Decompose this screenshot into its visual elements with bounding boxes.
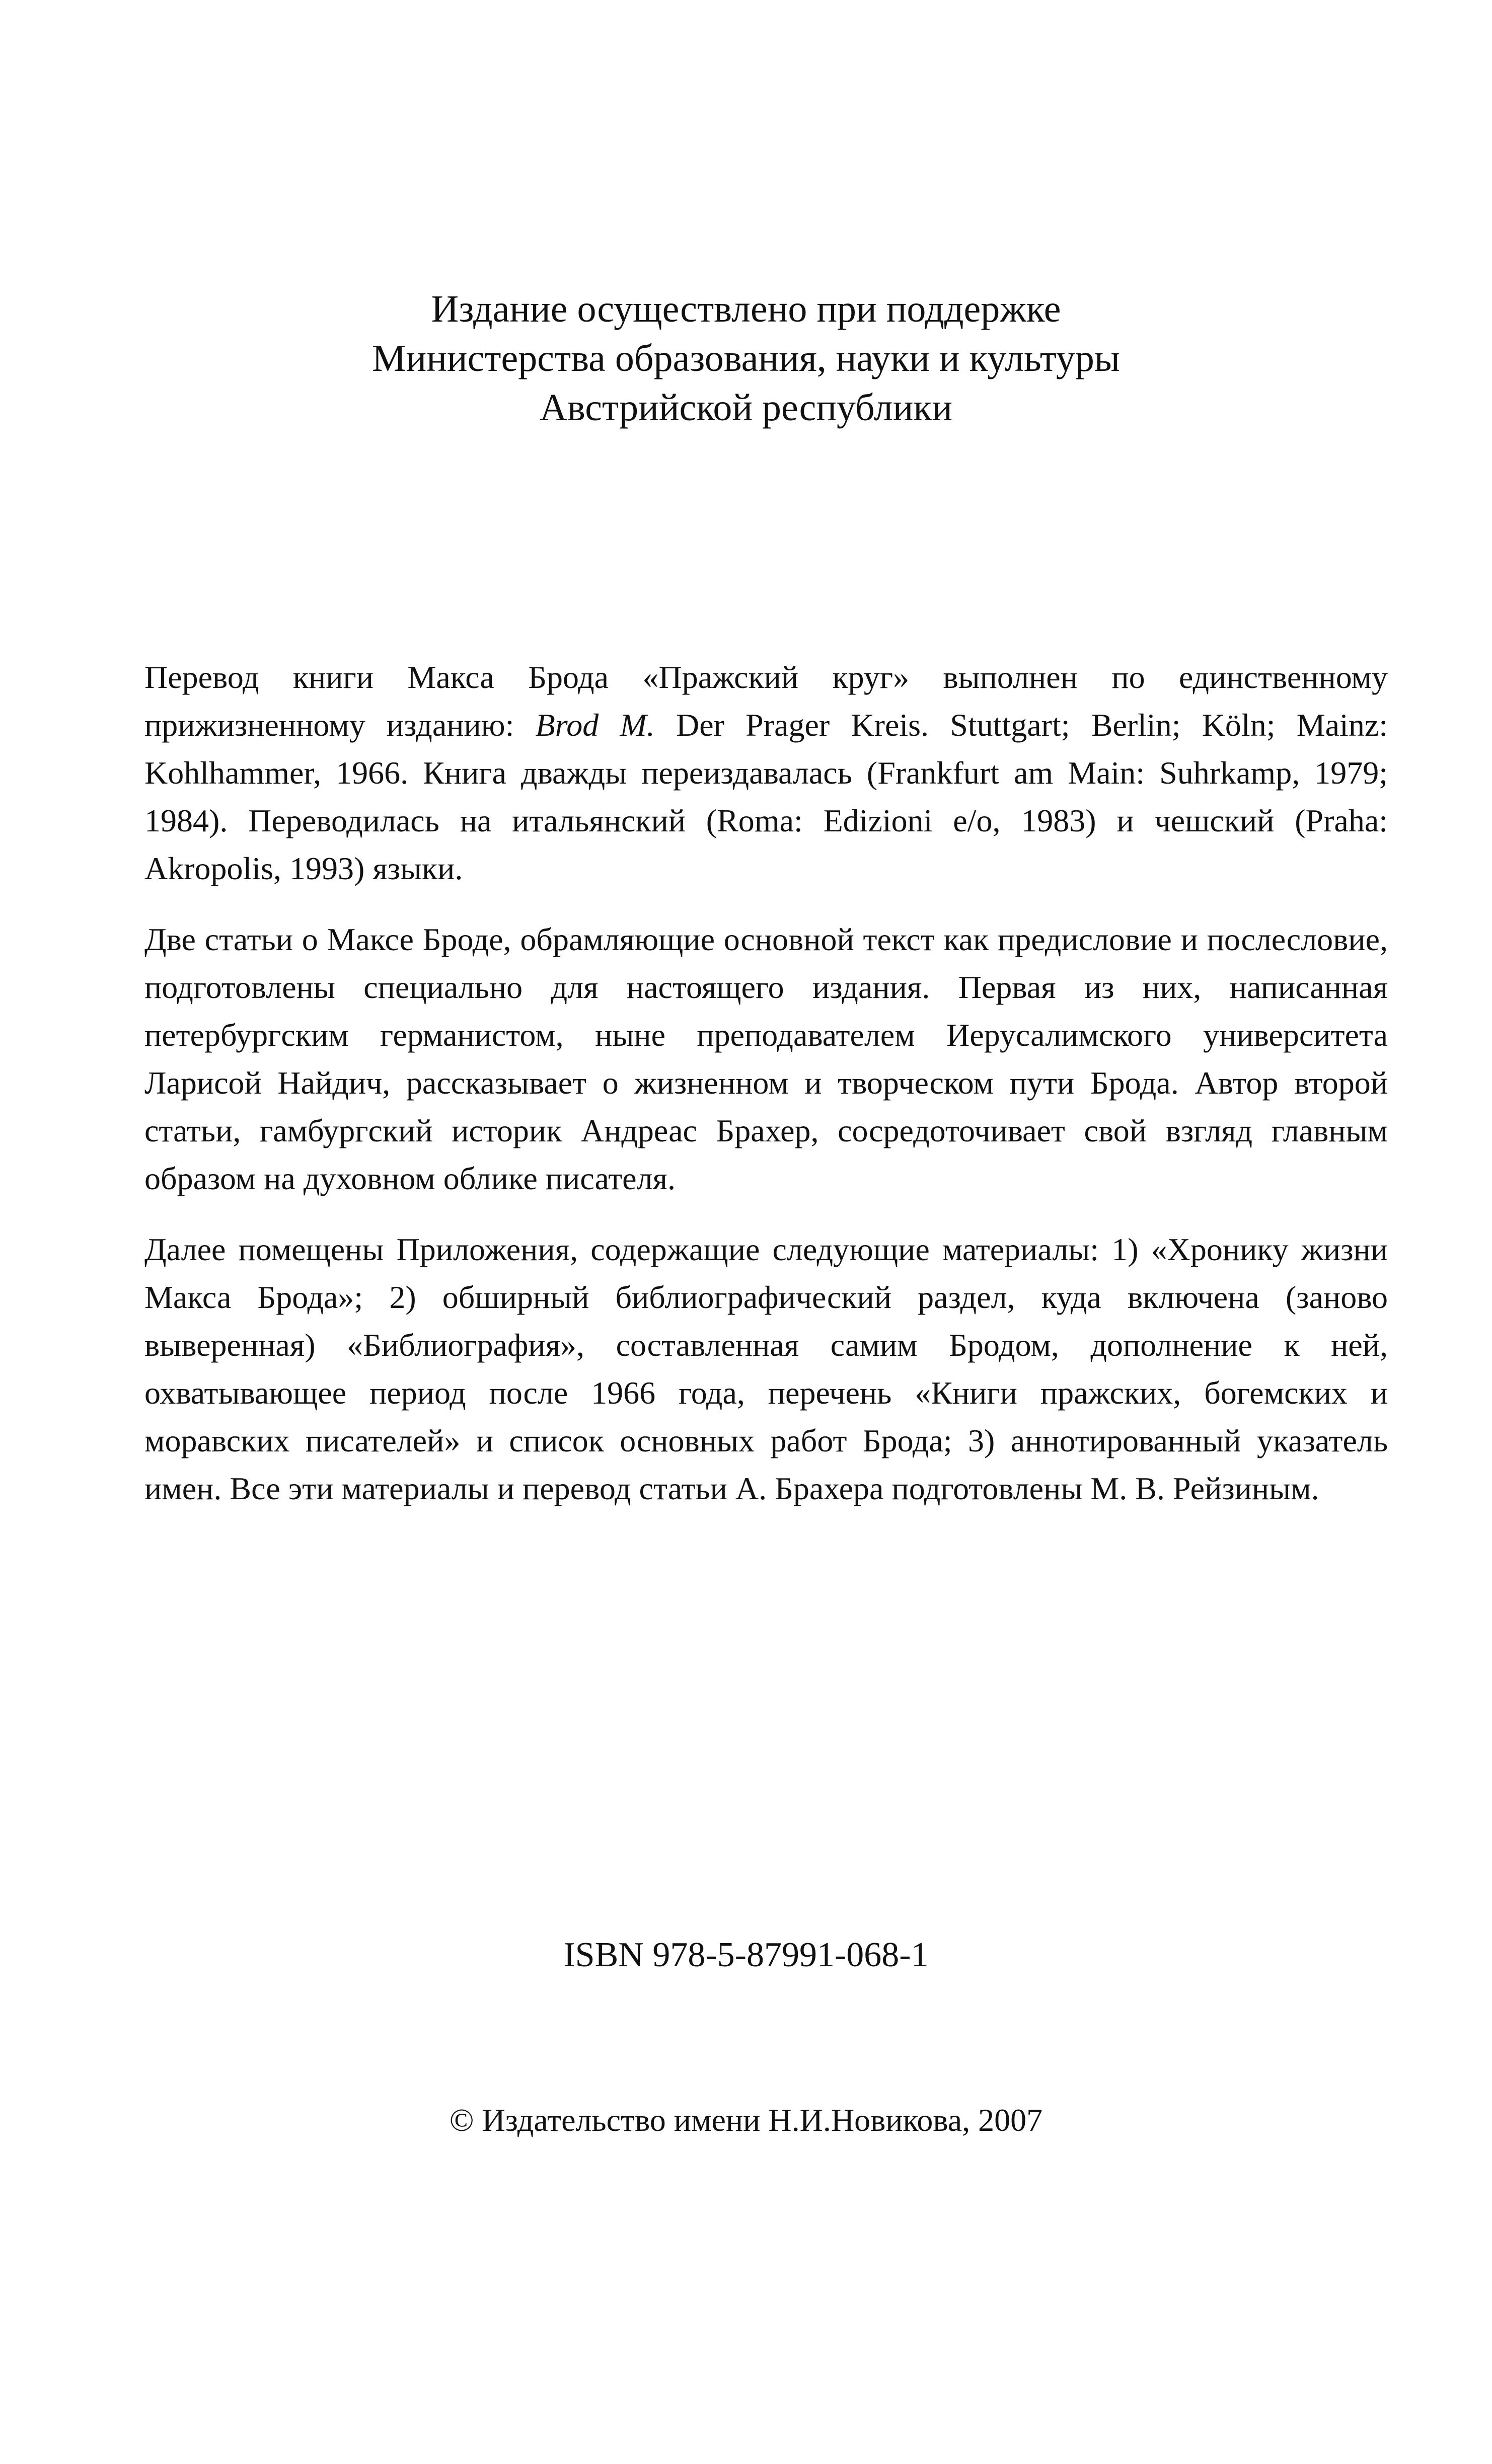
isbn-line: ISBN 978-5-87991-068-1 <box>563 1936 929 1974</box>
translation-note-text-start: Перевод книги Макса Брода «Пражский круг» выполнен по единственному прижизненному изданию: <box>144 659 1388 743</box>
articles-note-paragraph: Две статьи о Максе Броде, обрамляющие основной текст как предисловие и послесловие, подготовлены специально для настоящего издания. Первая из них, написанная петербургским германистом, ныне преподавателем Иерусалимского университета Ларисой Найдич, рассказывает о жизненном и творческом пути Брода. Автор второй статьи, гамбургский историк Андреас Брахер, сосредоточивает свой взгляд главным образом на духовном облике писателя. <box>144 921 1388 1196</box>
edition-description <box>144 653 1388 1512</box>
support-notice-line-3: Австрийской республики <box>539 387 952 429</box>
appendices-note-paragraph: Далее помещены Приложения, содержащие следующие материалы: 1) «Хронику жизни Макса Брода»; 2) обширный библиографический раздел, куда включена (заново выверенная) «Библиография», составленная самим Бродом, дополнение к ней, охватывающее период после 1966 года, перечень «Книги пражских, богемских и моравских писателей» и список основных работ Брода; 3) аннотированный указатель имен. Все эти материалы и перевод статьи А. Брахера подготовлены М. В. Рейзиным. <box>144 1231 1388 1506</box>
copyright-line: © Издательство имени Н.И.Новикова, 2007 <box>449 2102 1043 2138</box>
translation-note-paragraph <box>144 653 1388 892</box>
support-notice-line-2: Министерства образования, науки и культуры <box>371 337 1120 379</box>
translation-note-text-end: Der Prager Kreis. Stuttgart; Berlin; Köln; Mainz: Kohlhammer, 1966. Книга дважды переиздавалась (Frankfurt am Main: Suhrkamp, 1979; 1984). Переводилась на итальянский (Roma: Edizioni e/o, 1983) и чешский (Praha: Akropolis, 1993) языки. <box>144 707 1388 886</box>
translation-note-author-italic: Brod M. <box>535 707 655 743</box>
support-notice-line-1: Издание осуществлено при поддержке <box>431 288 1061 330</box>
support-notice <box>0 284 1492 432</box>
